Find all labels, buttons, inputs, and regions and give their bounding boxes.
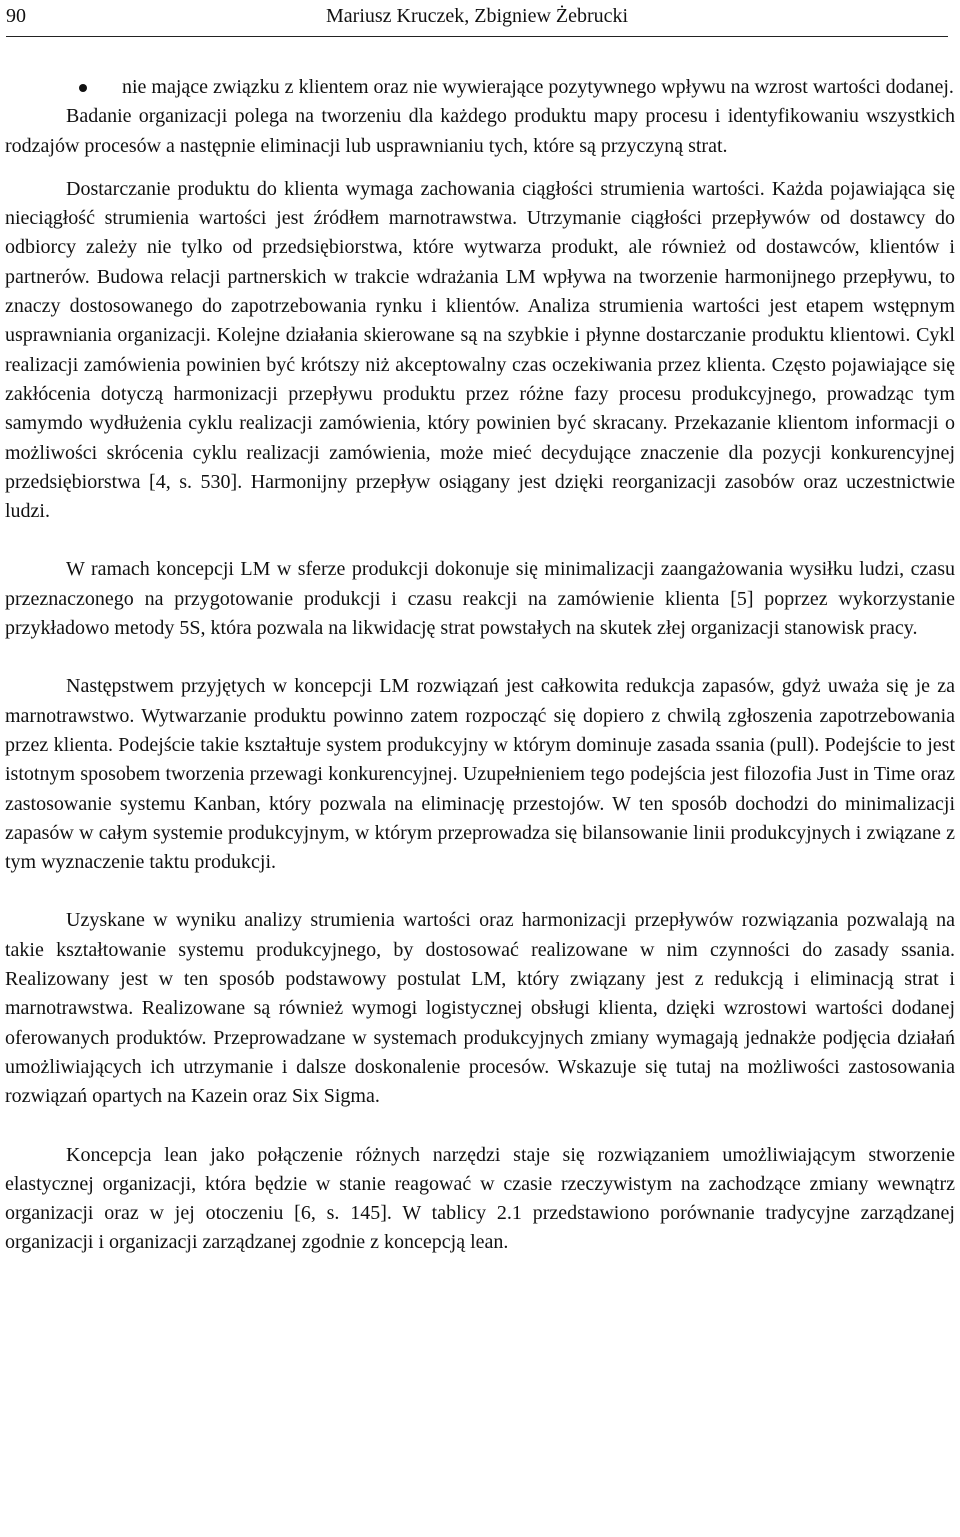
paragraph-5: Uzyskane w wyniku analizy strumienia wartości oraz harmonizacji przepływów rozwiązania pozwalają na takie kształtowanie systemu produkcyjnego, by dostosować realizowane w nim czynności do zasady ssania. Realizowany jest w ten sposób podstawowy postulat LM, który związany jest z redukcją i eliminacją strat i marnotrawstwa. Realizowane są również wymogi logistycznej obsługi klienta, dzięki wzrostowi wartości dodanej oferowanych produktów. Przeprowadzane w systemach produkcyjnych zmiany wymagają jednakże podjęcia działań umożliwiających ich utrzymanie i dalsze doskonalenie procesów. Wskazuje się tutaj na możliwości zastosowania rozwiązań opartych na Kazein oraz Six Sigma.: [5, 909, 955, 1108]
body-text: [5, 73, 955, 1258]
bullet-list-item: [5, 73, 955, 102]
running-header: [6, 0, 948, 37]
paragraph-3: W ramach koncepcji LM w sferze produkcji dokonuje się minimalizacji zaangażowania wysiłku ludzi, czasu przeznaczonego na przygotowanie produkcji i czasu reakcji na zamówienie klienta [5] poprzez wykorzystanie przykładowo metody 5S, która pozwala na likwidację strat powstałych na skutek złej organizacji stanowisk pracy.: [5, 558, 955, 640]
running-head-authors: Mariusz Kruczek, Zbigniew Żebrucki: [326, 5, 629, 27]
bullet-text: nie mające związku z klientem oraz nie wywierające pozytywnego wpływu na wzrost wartości dodanej.: [122, 76, 954, 98]
paragraph-6: Koncepcja lean jako połączenie różnych narzędzi staje się rozwiązaniem umożliwiającym stworzenie elastycznej organizacji, która będzie w stanie reagować w czasie rzeczywistym na zachodzące zmiany wewnątrz organizacji oraz w jej otoczeniu [6, s. 145]. W tablicy 2.1 przedstawiono porównanie tradycyjne zarządzanej organizacji i organizacji zarządzanej zgodnie z koncepcją lean.: [5, 1143, 955, 1254]
paragraph-4: Następstwem przyjętych w koncepcji LM rozwiązań jest całkowita redukcja zapasów, gdyż uważa się je za marnotrawstwo. Wytwarzanie produktu powinno zatem rozpocząć się dopiero z chwilą zgłoszenia zapotrzebowania przez klienta. Podejście takie kształtuje system produkcyjny w którym dominuje zasada ssania (pull). Podejście to jest istotnym sposobem tworzenia przewagi konkurencyjnej. Uzupełnieniem tego podejścia jest filozofia Just in Time oraz zastosowanie systemu Kanban, który pozwala na eliminację przestojów. W ten sposób dochodzi do minimalizacji zapasów w całym systemie produkcyjnym, w którym przeprowadza się bilansowanie linii produkcyjnych i związane z tym wyznaczenie taktu produkcji.: [5, 675, 955, 874]
page-number: 90: [6, 5, 26, 27]
paragraph-2: Dostarczanie produktu do klienta wymaga zachowania ciągłości strumienia wartości. Każda pojawiająca się nieciągłość strumienia wartości jest źródłem marnotrawstwa. Utrzymanie ciągłości przepływów od dostawcy do odbiorcy zależy nie tylko od przedsiębiorstwa, które wytwarza produkt, ale również od dostawców, klientów i partnerów. Budowa relacji partnerskich w trakcie wdrażania LM wpływa na tworzenie harmonijnego przepływu, to znaczy dostosowanego do zapotrzebowania rynku i klientów. Analiza strumienia wartości jest etapem wstępnym usprawniania organizacji. Kolejne działania skierowane są na szybkie i płynne dostarczanie produktu klientowi. Cykl realizacji zamówienia powinien być krótszy niż akceptowalny czas oczekiwania przez klienta. Często pojawiające się zakłócenia dotyczą harmonizacji przepływu produktu przez różne fazy procesu produkcyjnego, prowadząc tym samymdo wydłużenia cyklu realizacji zamówienia, który powinien być skracany. Przekazanie klientom informacji o możliwości skrócenia cyklu realizacji zamówienia, może mieć decydujące znaczenie dla pozycji konkurencyjnej przedsiębiorstwa [4, s. 530]. Harmonijny przepływ osiągany jest dzięki reorganizacji zasobów oraz uczestnictwie ludzi.: [5, 177, 955, 523]
bullet-icon: [79, 84, 87, 92]
paragraph-1: Badanie organizacji polega na tworzeniu dla każdego produktu mapy procesu i identyfikowaniu wszystkich rodzajów procesów a następnie eliminacji lub usprawnianiu tych, które są przyczyną strat.: [5, 105, 955, 157]
